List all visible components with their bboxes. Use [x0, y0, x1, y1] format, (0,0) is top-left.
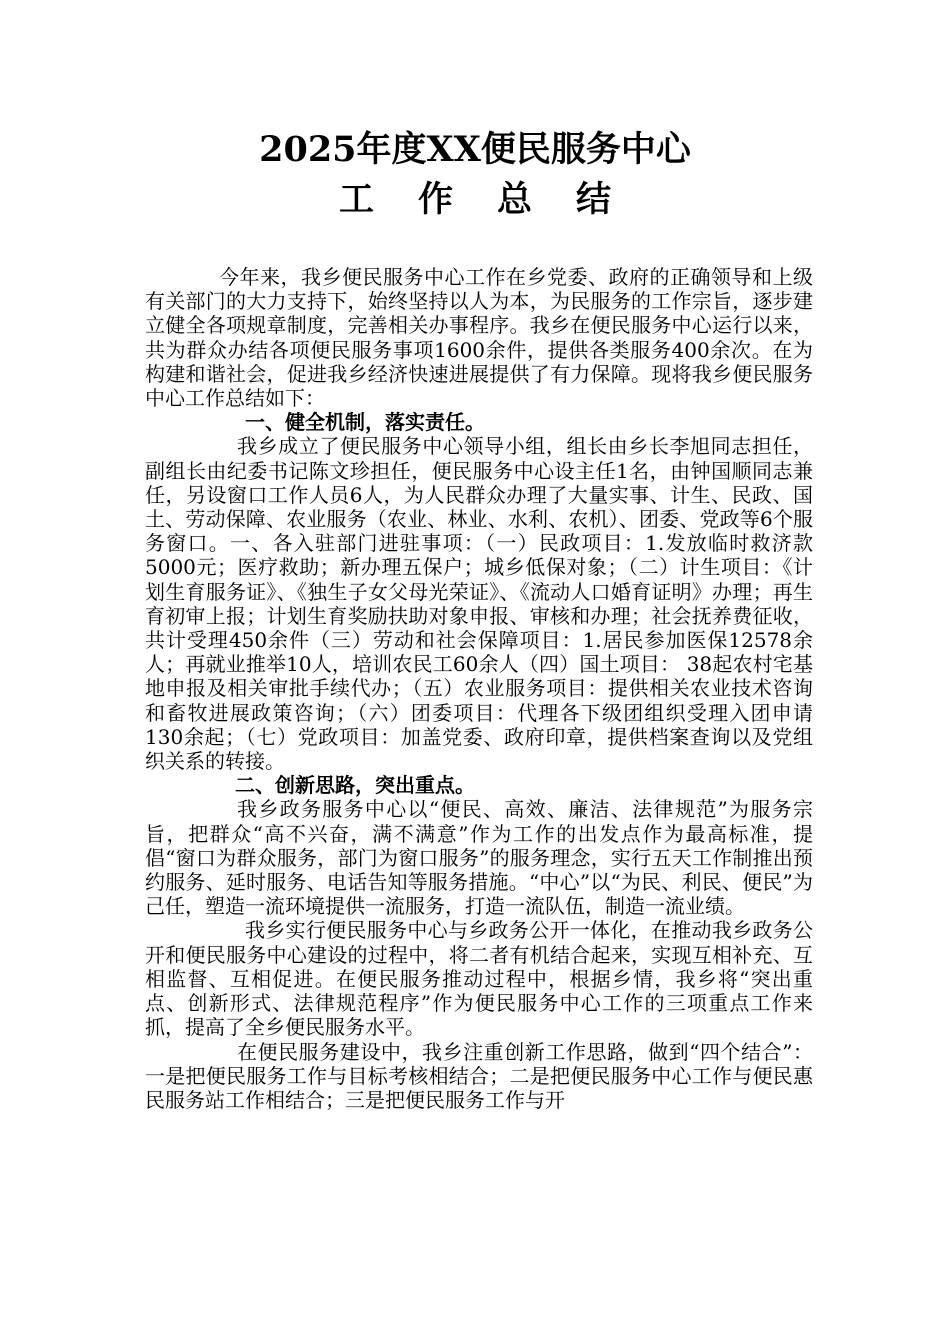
document-title-line2: 工作总结 — [338, 179, 655, 220]
document-title-line1: 2025年度XX便民服务中心 — [259, 129, 691, 170]
section-heading-2: 二、创新思路，突出重点。 — [235, 773, 475, 798]
intro-paragraph: 今年来，我乡便民服务中心工作在乡党委、政府的正确领导和上级有关部门的大力支持下，始终坚持以人为本，为民服务的工作宗旨，逐步建立健全各项规章制度，完善相关办事程序。我乡在便民服务中心运行以来，共为群众办结各项便民服务事项1600余件，提供各类服务400余次。在为构建和谐社会，促进我乡经济快速进展提供了有力保障。现将我乡便民服务中心工作总结如下： — [145, 265, 813, 411]
document-body — [145, 265, 813, 1112]
section2-paragraph-1: 我乡政务服务中心以“便民、高效、廉洁、法律规范”为服务宗旨，把群众“高不兴奋，满不满意”作为工作的出发点作为最高标准，提倡“窗口为群众服务，部门为窗口服务”的服务理念，实行五天工作制推出预约服务、延时服务、电话告知等服务措施。“中心”以“为民、利民、便民”为己任，塑造一流环境提供一流服务，打造一流队伍，制造一流业绩。 — [145, 797, 813, 919]
section2-paragraph-2: 我乡实行便民服务中心与乡政务公开一体化，在推动我乡政务公开和便民服务中心建设的过程中，将二者有机结合起来，实现互相补充、互相监督、互相促进。在便民服务推动过程中，根据乡情，我乡将“突出重点、创新形式、法律规范程序”作为便民服务中心工作的三项重点工作来抓，提高了全乡便民服务水平。 — [145, 918, 813, 1040]
section2-paragraph-3: 在便民服务建设中，我乡注重创新工作思路，做到“四个结合”：一是把便民服务工作与目标考核相结合；二是把便民服务中心工作与便民惠民服务站工作相结合；三是把便民服务工作与开 — [145, 1039, 813, 1112]
section-heading-1: 一、健全机制，落实责任。 — [245, 410, 485, 435]
section1-paragraph: 我乡成立了便民服务中心领导小组，组长由乡长李旭同志担任，副组长由纪委书记陈文珍担任，便民服务中心设主任1名，由钟国顺同志兼任，另设窗口工作人员6人，为人民群众办理了大量实事、计生、民政、国土、劳动保障、农业服务（农业、林业、水利、农机）、团委、党政等6个服务窗口。一、各入驻部门进驻事项：（一）民政项目：1.发放临时救济款5000元；医疗救助；新办理五保户；城乡低保对象；（二）计生项目：《计划生育服务证》、《独生子女父母光荣证》、《流动人口婚育证明》办理；再生育初审上报；计划生育奖励扶助对象申报、审核和办理；社会抚养费征收，共计受理450余件（三）劳动和社会保障项目：1.居民参加医保12578余人；再就业推举10人，培训农民工60余人（四）国土项目： 38起农村宅基地申报及相关审批手续代办；（五）农业服务项目：提供相关农业技术咨询和畜牧进展政策咨询；（六）团委项目：代理各下级团组织受理入团申请130余起；（七）党政项目：加盖党委、政府印章，提供档案查询以及党组织关系的转接。 — [145, 434, 813, 774]
